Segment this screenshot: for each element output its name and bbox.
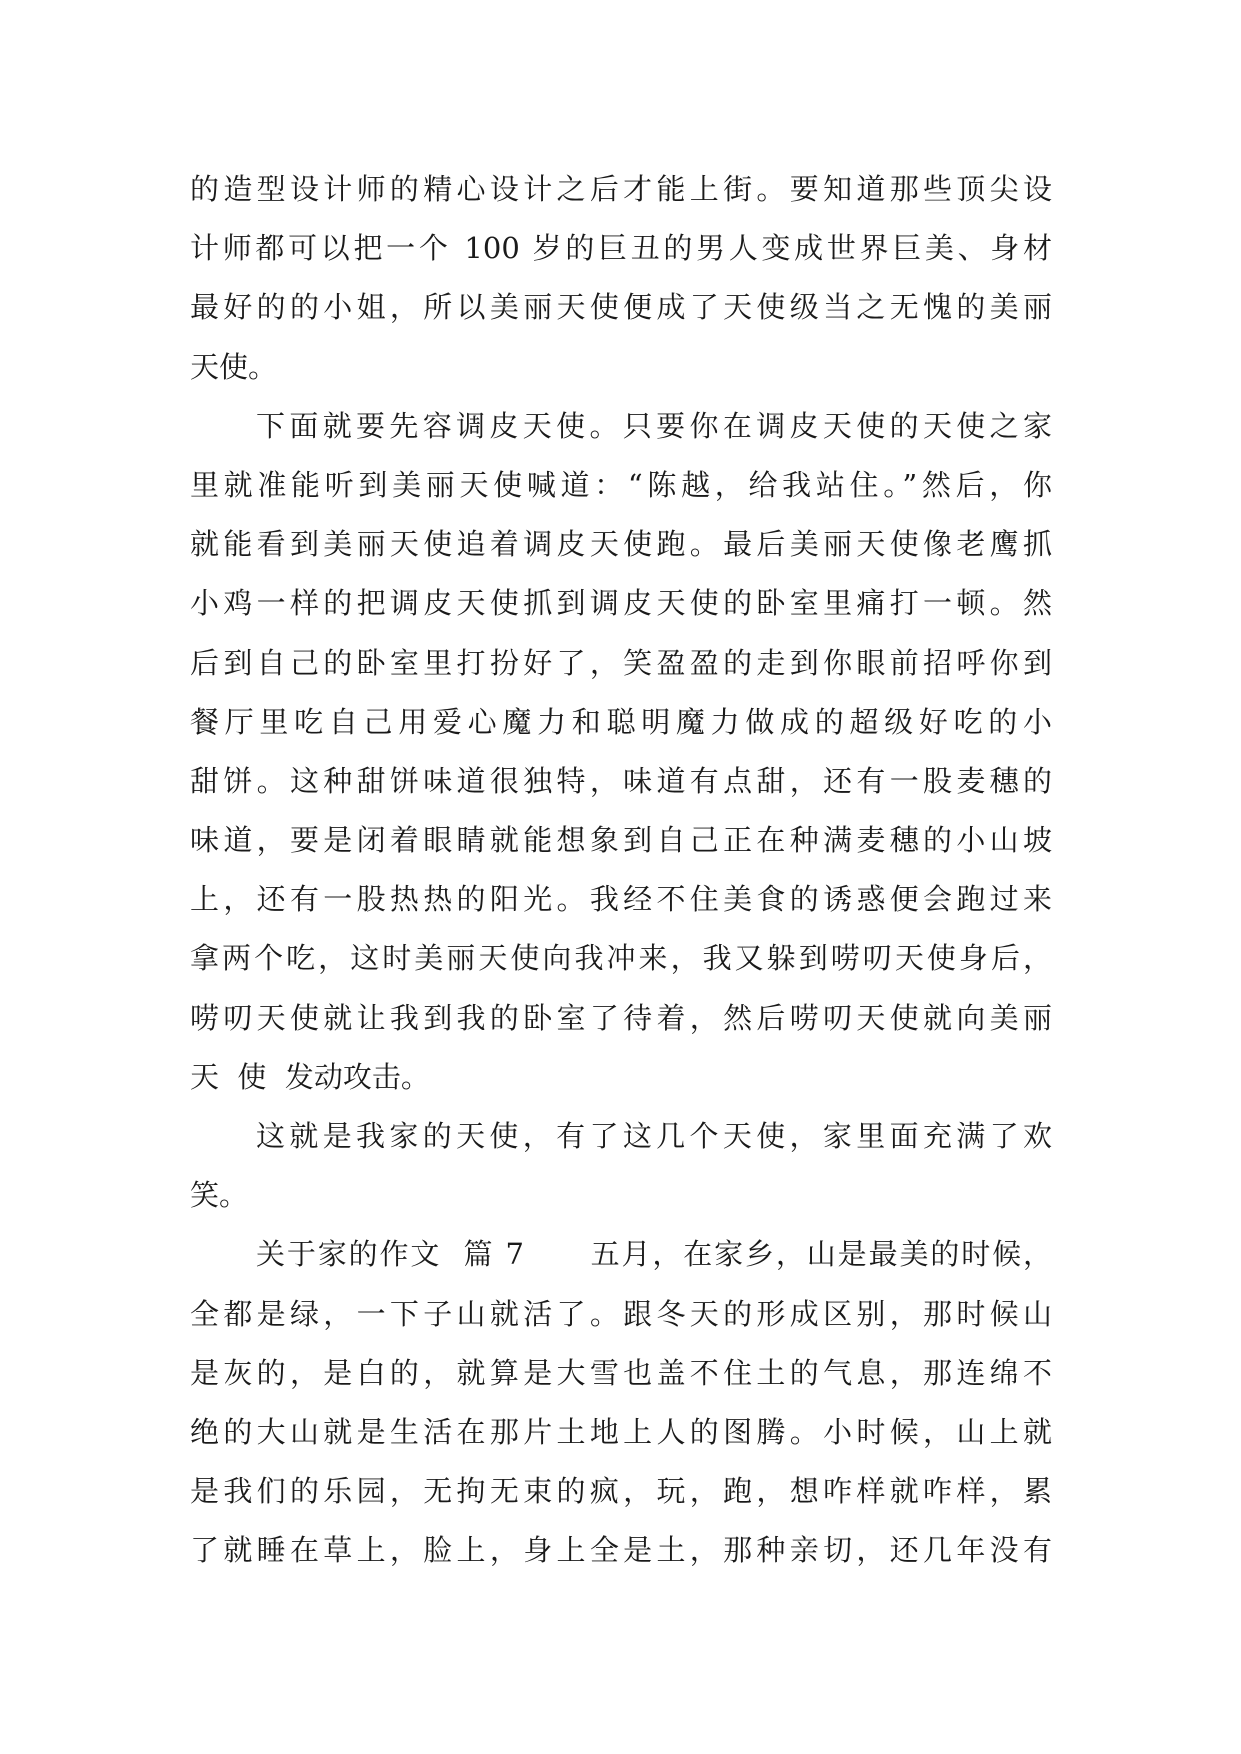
text-line: 小鸡一样的把调皮天使抓到调皮天使的卧室里痛打一顿。然 [190, 586, 1052, 621]
text-line: 后到自己的卧室里打扮好了，笑盈盈的走到你眼前招呼你到 [190, 645, 1052, 680]
text-line: 味道，要是闭着眼睛就能想象到自己正在种满麦穗的小山坡 [190, 823, 1052, 858]
paragraph-first-line: 下面就要先容调皮天使。只要你在调皮天使的天使之家 [256, 408, 1052, 443]
text-line: 上，还有一股热热的阳光。我经不住美食的诱惑便会跑过来 [190, 882, 1052, 917]
text-line: 唠叨天使就让我到我的卧室了待着，然后唠叨天使就向美丽 [190, 1000, 1052, 1035]
text-line: 餐厅里吃自己用爱心魔力和聪明魔力做成的超级好吃的小 [190, 704, 1052, 739]
text-line: 拿两个吃，这时美丽天使向我冲来，我又躲到唠叨天使身后， [190, 941, 1052, 976]
text-line: 是灰的，是白的，就算是大雪也盖不住土的气息，那连绵不 [190, 1355, 1052, 1390]
text-line: 天 使 发动攻击。 [190, 1059, 430, 1094]
text-line: 天使。 [190, 349, 278, 384]
text-line: 就能看到美丽天使追着调皮天使跑。最后美丽天使像老鹰抓 [190, 527, 1052, 562]
text-line: 绝的大山就是生活在那片土地上人的图腾。小时候，山上就 [190, 1414, 1052, 1449]
paragraph-first-line: 这就是我家的天使，有了这几个天使，家里面充满了欢 [256, 1119, 1052, 1153]
text-line: 里就准能听到美丽天使喊道：“陈越，给我站住。”然后，你 [190, 467, 1052, 502]
text-line: 是我们的乐园，无拘无束的疯，玩，跑，想咋样就咋样，累 [190, 1474, 1052, 1509]
text-line: 计师都可以把一个 100 岁的巨丑的男人变成世界巨美、身材 [190, 231, 1052, 266]
text-line: 笑。 [190, 1178, 249, 1213]
section-heading-line: 关于家的作文 篇 7 五月，在家乡，山是最美的时候， [256, 1237, 1052, 1272]
document-body [190, 160, 1052, 1581]
text-line: 全都是绿，一下子山就活了。跟冬天的形成区别，那时候山 [190, 1296, 1052, 1331]
text-line: 最好的的小姐，所以美丽天使便成了天使级当之无愧的美丽 [190, 290, 1052, 325]
text-line: 的造型设计师的精心设计之后才能上街。要知道那些顶尖设 [190, 172, 1052, 206]
text-line: 了就睡在草上，脸上，身上全是土，那种亲切，还几年没有 [190, 1533, 1052, 1568]
text-line: 甜饼。这种甜饼味道很独特，味道有点甜，还有一股麦穗的 [190, 763, 1052, 798]
